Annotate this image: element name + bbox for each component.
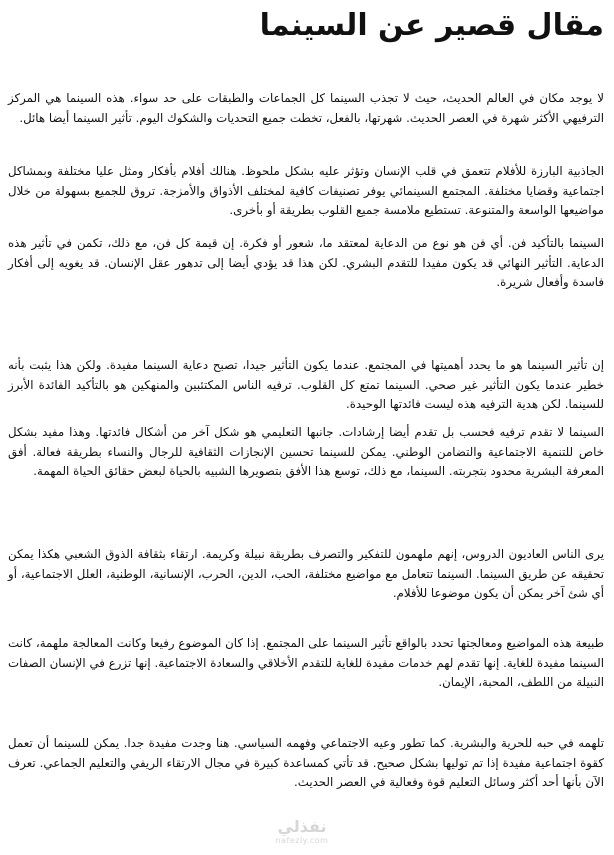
watermark-url: nafezly.com <box>275 836 329 845</box>
paragraph-6: يرى الناس العاديون الدروس، إنهم ملهمون للتفكير والتصرف بطريقة نبيلة وكريمة. ارتقاء بثقافة الذوق الشعبي هكذا يمكن تحقيقه عن طريق السينما. السينما تتعامل مع مواضيع مختلفة، الحب، الدين، الحرب، الإنسانية، الوطنية، العلل الاجتماعية، أو أي شئ آخر يمكن أن يكون موضوعا للأفلام. <box>8 547 604 601</box>
paragraph-8: تلهمه في حبه للحرية والبشرية. كما تطور وعيه الاجتماعي وفهمه السياسي. هنا وجدت مفيدة جدا. يمكن للسينما أن تعمل كقوة اجتماعية مفيدة إذا تم توليها بشكل صحيح. قد تأتي كمساعدة كبيرة في مجال الارتقاء الريفي والتعليم الجماعي. تعرف الآن بأنها أحد أكثر وسائل التعليم قوة وفعالية في العصر الحديث. <box>8 736 604 790</box>
article-title: مقال قصير عن السينما <box>259 8 604 43</box>
watermark-arabic: نفذلي <box>277 817 327 836</box>
paragraph-2: الجاذبية البارزة للأفلام تتعمق في قلب الإنسان وتؤثر عليه بشكل ملحوظ. هنالك أفلام بأفكار ومثل عليا مختلفة وبمشاكل اجتماعية وقضايا مختلفة. المجتمع السينمائي يوفر تصنيفات كافية لمختلف الأذواق والأمزجة. تروق للجميع بسهولة من خلال مواضيعها الواسعة والمتنوعة. تستطيع ملامسة جميع القلوب بطريقة أو بأخرى. <box>8 164 604 218</box>
paragraph-1: لا يوجد مكان في العالم الحديث، حيث لا تجذب السينما كل الجماعات والطبقات على حد سواء. هذه السينما هي المركز الترفيهي الأكثر شهرة في العصر الحديث. شهرتها، بالفعل، تخطت جميع التحديات والشكوك اليوم. تأثير السينما أيضا هائل. <box>8 91 604 125</box>
watermark-logo <box>262 818 342 846</box>
paragraph-7: طبيعة هذه المواضيع ومعالجتها تحدد بالواقع تأثير السينما على المجتمع. إذا كان الموضوع رفيعا وكانت المعالجة ملهمة، كانت السينما مفيدة للغاية. إنها تقدم لهم خدمات مفيدة للغاية للتقدم الأخلاقي والسعادة الاجتماعية. إنها تزرع في الإنسان الصفات النبيلة من اللطف، المحبة، الإيمان. <box>8 636 604 690</box>
paragraph-4: إن تأثير السينما هو ما يحدد أهميتها في المجتمع. عندما يكون التأثير جيدا، تصبح دعاية السينما مفيدة. ولكن هذا يثبت بأنه خطير عندما يكون التأثير غير صحي. السينما تمتع كل القلوب. ترفيه الناس المكتئبين والمنهكين هو بالتأكيد الفائدة الأبرز للسينما. لكن هدية الترفيه هذه ليست فائدتها الوحيدة. <box>8 358 604 412</box>
paragraph-5: السينما لا تقدم ترفيه فحسب بل تقدم أيضا إرشادات. جانبها التعليمي هو شكل آخر من أشكال فائدتها. وهذا مفيد بشكل خاص للتنمية الاجتماعية والتضامن الوطني. يمكن للسينما تحسين الإنجازات الثقافية للرجال والنساء بطريقة فعالة. أفق المعرفة البشرية محدود بتجربته. السينما، مع ذلك، توسع هذا الأفق بتصويرها الشبيه بالحياة لبعض حقائق الحياة المهمة. <box>8 425 604 479</box>
paragraph-3: السينما بالتأكيد فن. أي فن هو نوع من الدعاية لمعتقد ما، شعور أو فكرة. إن قيمة كل فن، مع ذلك، تكمن في تأثير هذه الدعاية. التأثير النهائي قد يكون مفيدا للتقدم البشري. لكن هذا قد يؤدي أيضا إلى تدهور عقل الإنسان. قد يغويه إلى أفكار فاسدة وأفعال شريرة. <box>8 236 604 290</box>
